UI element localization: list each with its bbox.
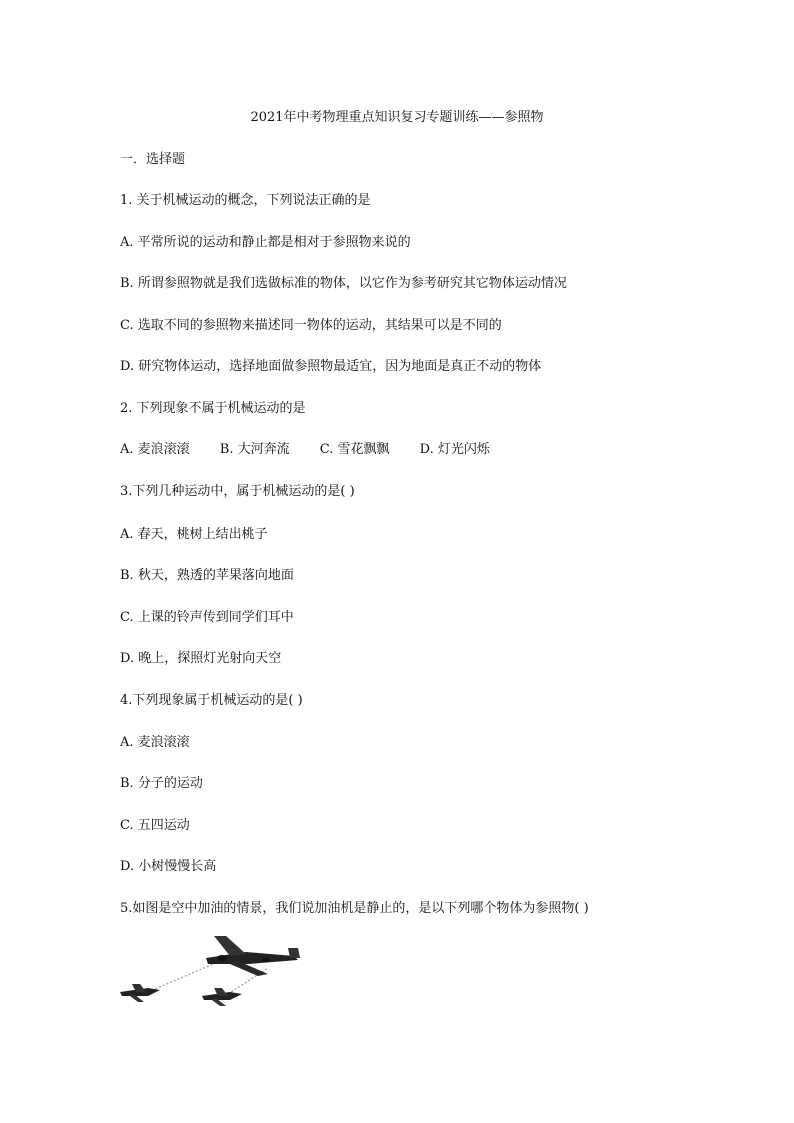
question-2-option-a: A. 麦浪滚滚 xyxy=(120,442,190,457)
question-3-stem: 3.下列几种运动中，属于机械运动的是( ) xyxy=(120,484,355,499)
refuel-hose-left xyxy=(148,962,218,992)
question-1-option-d: D. 研究物体运动，选择地面做参照物最适宜，因为地面是真正不动的物体 xyxy=(120,359,542,374)
question-2-stem: 2. 下列现象不属于机械运动的是 xyxy=(120,401,306,416)
question-3-option-c: C. 上课的铃声传到同学们耳中 xyxy=(120,610,294,625)
question-4-option-c: C. 五四运动 xyxy=(120,818,190,833)
receiver-plane-left-icon xyxy=(120,984,160,1002)
question-3-option-d: D. 晚上，探照灯光射向天空 xyxy=(120,651,282,666)
question-2-option-c: C. 雪花飘飘 xyxy=(319,442,390,457)
question-3-option-a: A. 春天，桃树上结出桃子 xyxy=(120,527,268,542)
question-2-option-d: D. 灯光闪烁 xyxy=(419,442,490,457)
aerial-refueling-figure xyxy=(118,930,308,1010)
section-heading: 一．选择题 xyxy=(120,152,186,167)
receiver-plane-right-icon xyxy=(202,988,242,1006)
question-4-option-a: A. 麦浪滚滚 xyxy=(120,735,190,750)
question-2-option-b: B. 大河奔流 xyxy=(219,442,290,457)
question-1-stem: 1. 关于机械运动的概念，下列说法正确的是 xyxy=(120,193,371,208)
question-5-stem: 5.如图是空中加油的情景，我们说加油机是静止的，是以下列哪个物体为参照物( ) xyxy=(120,901,589,916)
question-4-stem: 4.下列现象属于机械运动的是( ) xyxy=(120,693,303,708)
question-1-option-c: C. 选取不同的参照物来描述同一物体的运动，其结果可以是不同的 xyxy=(120,318,502,333)
question-3-option-b: B. 秋天，熟透的苹果落向地面 xyxy=(120,568,294,583)
tanker-plane-icon xyxy=(206,936,300,976)
page-title: 2021年中考物理重点知识复习专题训练——参照物 xyxy=(250,110,544,125)
question-4-option-d: D. 小树慢慢长高 xyxy=(120,859,217,874)
question-1-option-a: A. 平常所说的运动和静止都是相对于参照物来说的 xyxy=(120,235,411,250)
question-4-option-b: B. 分子的运动 xyxy=(120,776,203,791)
question-2-options xyxy=(120,441,516,459)
question-1-option-b: B. 所谓参照物就是我们选做标准的物体，以它作为参考研究其它物体运动情况 xyxy=(120,276,567,291)
